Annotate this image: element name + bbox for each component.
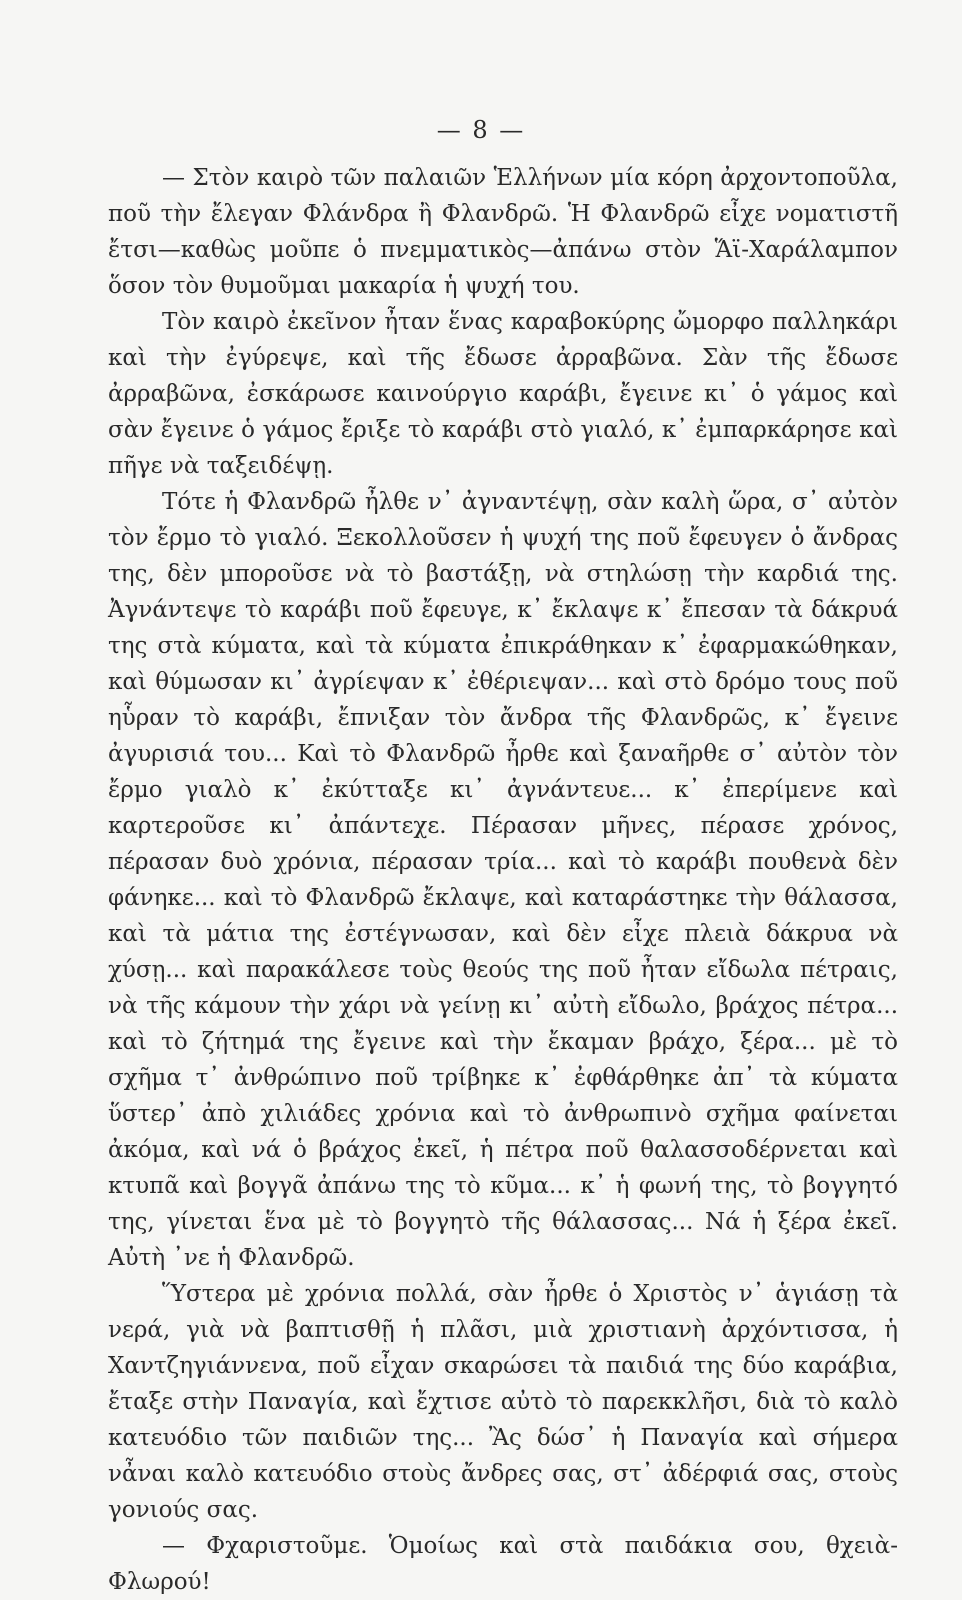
- body-text: [108, 160, 898, 1600]
- paragraph-chapel: Ὕστερα μὲ χρόνια πολλά, σὰν ἦρθε ὁ Χριστὸς ν᾽ ἁγιάσῃ τὰ νερά, γιὰ νὰ βαπτισθῇ ἡ πλᾶσι, μιὰ χριστιανὴ ἀρχόντισσα, ἡ Χαντζηγιάννενα, ποῦ εἶχαν σκαρώσει τὰ παιδιά της δύο καράβια, ἔταξε στὴν Παναγία, καὶ ἔχτισε αὐτὸ τὸ παρεκκλῆσι, διὰ τὸ καλὸ κατευόδιο τῶν παιδιῶν της... Ἂς δώσ᾽ ἡ Παναγία καὶ σήμερα νἆναι καλὸ κατευόδιο στοὺς ἄνδρες σας, στ᾽ ἀδέρφιά σας, στοὺς γονιούς σας.: [108, 1281, 898, 1523]
- page-number: — 8 —: [436, 116, 526, 144]
- paragraph-engagement: Τὸν καιρὸ ἐκεῖνον ἦταν ἕνας καραβοκύρης ὤμορφο παλληκάρι καὶ τὴν ἐγύρεψε, καὶ τῆς ἔδωσε ἀρραβῶνα. Σὰν τῆς ἔδωσε ἀρραβῶνα, ἐσκάρωσε καινούργιο καράβι, ἔγεινε κι᾽ ὁ γάμος καὶ σὰν ἔγεινε ὁ γάμος ἔριξε τὸ καράβι στὸ γιαλό, κ᾽ ἐμπαρκάρησε καὶ πῆγε νὰ ταξειδέψῃ.: [108, 309, 898, 479]
- paragraph-reply: — Φχαριστοῦμε. Ὁμοίως καὶ στὰ παιδάκια σου, θχειὰ-Φλωρού!: [108, 1533, 898, 1595]
- paragraph-flandro-story: Τότε ἡ Φλανδρῶ ἦλθε ν᾽ ἀγναντέψῃ, σὰν καλὴ ὥρα, σ᾽ αὐτὸν τὸν ἔρμο τὸ γιαλό. Ξεκολλοῦσεν ἡ ψυχή της ποῦ ἔφευγεν ὁ ἄνδρας της, δὲν μποροῦσε νὰ τὸ βαστάξῃ, νὰ στηλώσῃ τὴν καρδιά της. Ἀγνάντεψε τὸ καράβι ποῦ ἔφευγε, κ᾽ ἔκλαψε κ᾽ ἔπεσαν τὰ δάκρυά της στὰ κύματα, καὶ τὰ κύματα ἐπικράθηκαν κ᾽ ἐφαρμακώθηκαν, καὶ θύμωσαν κι᾽ ἀγρίεψαν κ᾽ ἐθέριεψαν... καὶ στὸ δρόμο τους ποῦ ηὗραν τὸ καράβι, ἔπνιξαν τὸν ἄνδρα τῆς Φλανδρῶς, κ᾽ ἔγεινε ἀγυρισιά του... Καὶ τὸ Φλανδρῶ ἦρθε καὶ ξαναῆρθε σ᾽ αὐτὸν τὸν ἔρμο γιαλὸ κ᾽ ἐκύτταξε κι᾽ ἀγνάντευε... κ᾽ ἐπερίμενε καὶ καρτεροῦσε κι᾽ ἀπάντεχε. Πέρασαν μῆνες, πέρασε χρόνος, πέρασαν δυὸ χρόνια, πέρασαν τρία... καὶ τὸ καράβι πουθενὰ δὲν φάνηκε... καὶ τὸ Φλανδρῶ ἔκλαψε, καὶ καταράστηκε τὴν θάλασσα, καὶ τὰ μάτια της ἐστέγνωσαν, καὶ δὲν εἶχε πλειὰ δάκρυα νὰ χύσῃ... καὶ παρακάλεσε τοὺς θεούς της ποῦ ἦταν εἴδωλα πέτραις, νὰ τῆς κάμουν τὴν χάρι νὰ γείνῃ κι᾽ αὐτὴ εἴδωλο, βράχος πέτρα... καὶ τὸ ζήτημά της ἔγεινε καὶ τὴν ἔκαμαν βράχο, ξέρα... μὲ τὸ σχῆμα τ᾽ ἀνθρώπινο ποῦ τρίβηκε κ᾽ ἐφθάρθηκε ἀπ᾽ τὰ κύματα ὕστερ᾽ ἀπὸ χιλιάδες χρόνια καὶ τὸ ἀνθρωπινὸ σχῆμα φαίνεται ἀκόμα, καὶ νά ὁ βράχος ἐκεῖ, ἡ πέτρα ποῦ θαλασσοδέρνεται καὶ κτυπᾶ καὶ βογγᾶ ἀπάνω της τὸ κῦμα... κ᾽ ἡ φωνή της, τὸ βογγητό της, γίνεται ἕνα μὲ τὸ βογγητὸ τῆς θάλασσας... Νά ἡ ξέρα ἐκεῖ. Αὐτὴ ᾽νε ἡ Φλανδρῶ.: [108, 489, 898, 1271]
- paragraph-opening: — Στὸν καιρὸ τῶν παλαιῶν Ἑλλήνων μία κόρη ἀρχοντοποῦλα, ποῦ τὴν ἔλεγαν Φλάνδρα ἢ Φλανδρῶ. Ἡ Φλανδρῶ εἶχε νοματιστῆ ἔτσι—καθὼς μοῦπε ὁ πνεμματικὸς—ἀπάνω στὸν Ἅϊ-Χαράλαμπον ὅσον τὸν θυμοῦμαι μακαρία ἡ ψυχή του.: [108, 165, 898, 299]
